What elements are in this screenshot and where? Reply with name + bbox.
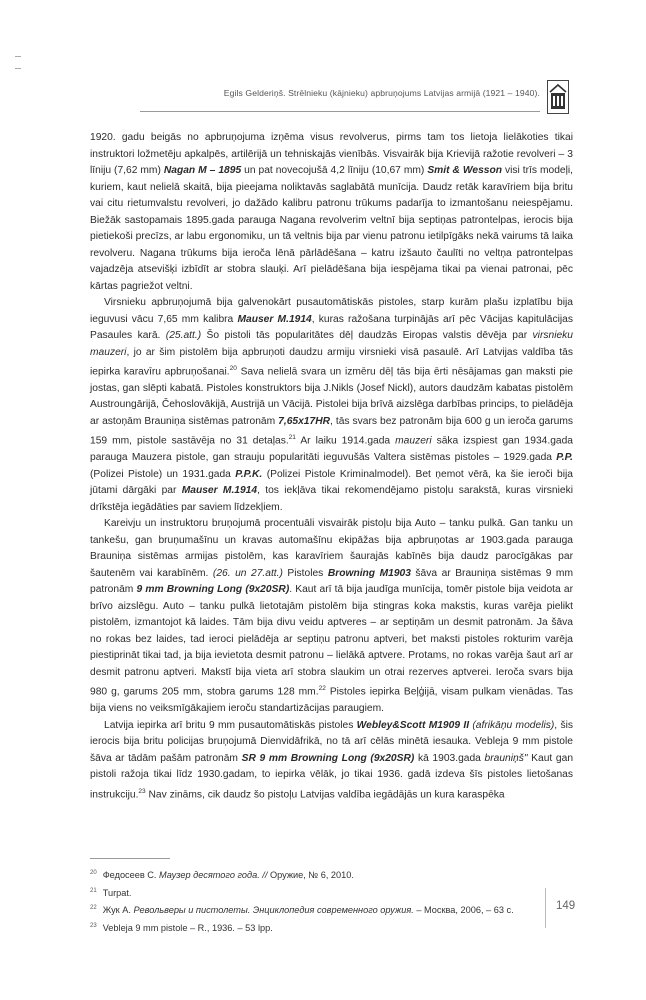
italic-text: mauzeri: [395, 435, 432, 447]
emphasized-term: (9x20SR): [370, 752, 415, 764]
emphasized-term: Smit & Wesson: [427, 165, 502, 176]
text-run: Pistoles: [282, 567, 328, 579]
emphasized-term: 9 mm Browning Long: [136, 584, 243, 596]
footnote-source: Оружие, № 6, 2010.: [269, 870, 354, 881]
footnote: [90, 919, 570, 937]
text-run: Virsnieku apbruņojumā bija galvenokārt pusautomātiskās pistoles, starp kurām plašu izplatību bija ieguvusi vācu 7,65 mm kalibra: [90, 297, 573, 325]
main-text: [90, 130, 573, 804]
text-run: 1920. gadu beigās no apbruņojuma izņēma visus revolverus, pirms tam tos lietoja lielākoties tikai instruktori ložmetēju apkalpēs, artilērijā un tehniskajās vienībās. Visvairāk bija Krievijā ražotie revolveri – 3 līniju (7,62 mm): [90, 132, 573, 176]
emphasized-term: (9x20SR): [245, 584, 290, 596]
paragraph: [90, 516, 573, 717]
text-run: kā 1903.gada: [414, 752, 485, 764]
italic-text: (25.att.): [165, 330, 202, 341]
emphasized-term: Nagan M – 1895: [163, 165, 242, 176]
text-run: un pat novecojušā 4,2 līniju (10,67 mm): [241, 165, 428, 176]
emphasized-term: Browning M1903: [327, 567, 411, 579]
footnotes: [90, 866, 570, 936]
text-run: sāka izspiest gan 1934.gada parauga Mauzera pistole, gan strauju popularitāti ieguvušās Valtera sistēmas pistoles – 1929.gada: [90, 435, 574, 464]
text-run: (Polizei Pistole) un 1931.gada: [90, 468, 236, 480]
header-rule: [140, 111, 540, 112]
italic-text: (26. un 27.att.): [212, 567, 283, 579]
text-run: Sava nelielā svara un izmēru dēļ tās bija ērti nēsājamas gan maksti pie jostas, gan slēpti kabatā. Pistoles konstruktors bija J.Nikls (Josef Nickl), autors daudzām kabatas pistolēm Austroungārijā, Čehoslovākijā, Austrijā un Vācijā. Pistolei bija brīvā aizslēga darbības princips, to pielādēja ar astoņām Brauniņa sistēmas patronām: [90, 366, 573, 427]
italic-text: (afrikāņu modelis): [472, 719, 555, 731]
emphasized-term: Mauser M.1914: [237, 313, 312, 325]
emphasized-term: Webley&Scott M1909 II: [356, 719, 470, 731]
footnote-text: Turpat.: [102, 887, 132, 898]
emphasized-term: 7,65x17HR: [278, 415, 331, 427]
footnote-ref: 21: [288, 434, 296, 442]
book-logo-icon: [547, 80, 569, 114]
running-header: Egils Gelderiņš. Strēlnieku (kājnieku) apbruņojums Latvijas armijā (1921 – 1940).: [223, 88, 540, 98]
footnote-number: 21: [90, 887, 97, 894]
page-number: 149: [556, 900, 576, 912]
text-run: , šis ierocis bija britu policijas bruņojumā Dienvidāfrikā, no tā arī cēlās minētā iesauka. Vebleja 9 mm pistole šāva ar tādām pašām patronām: [90, 719, 573, 764]
text-run: Ar laiku 1914.gada: [295, 435, 396, 447]
text-run: Kareivju un instruktoru bruņojumā procentuāli visvairāk pistoļu bija Auto – tanku pulkā. Gan tanku un tankešu, gan bruņumašīnu un kravas automašīnu ekipāžas bija apbruņotas ar 1903.gada parauga Brauniņa sistēmas armijas pistolēm, kas karavīriem šaurajās kabīnēs bija daudz parocīgākas par šautenēm vai karabīnēm.: [90, 518, 573, 579]
emphasized-term: SR 9 mm Browning Long: [241, 752, 367, 764]
paragraph: [90, 718, 573, 804]
footnote: [90, 866, 570, 884]
text-run: visi trīs modeļi, kuriem, kaut nelielā skaitā, bija pieejama noliktavās saglabātā munīcija. Daudz retāk karavīriem bija britu vai citu rietumvalstu revolveri, jo dažādo kalibru patronu trūkums padarīja to izmantošanu neiespējamu. Biežāk sastopamais 1895.gada parauga Nagana revolverim veltnī bija septiņas patrontelpas, ierocis bija pietiekoši precīzs, ar labu ergonomiku, un tā veltnis bija par vienu patronu ietilpīgāks nekā vairums tā laika revolveru. Nagana trūkums bija ieroča lēnā pārlādēšana – katru izšauto čaulīti no veltņa patrontelpas vajadzēja atsevišķi izbīdīt ar stobra slauķi. Arī pielādēšana bija iespējama tikai pa vienai patronai, pēc kārtas pagriežot veltni.: [90, 165, 573, 292]
footnote-text: Vebleja 9 mm pistole – R., 1936. – 53 lpp.: [102, 922, 273, 933]
text-run: Šo pistoli tās popularitātes dēļ daudzās Eiropas valstis dēvēja par: [201, 330, 533, 341]
footnote-rule: [90, 858, 170, 859]
footnote-text: Жук А.: [102, 905, 134, 916]
paragraph: [90, 295, 573, 516]
footnote-text: Федосеев С.: [102, 870, 160, 881]
crop-mark: [15, 56, 21, 57]
footnote-number: 22: [90, 905, 97, 912]
footnote: [90, 901, 570, 919]
emphasized-term: P.P.: [556, 452, 573, 464]
text-run: šāva ar Brauniņa sistēmas 9 mm patronām: [90, 567, 573, 596]
italic-text: virsnieku mauzeri: [90, 330, 573, 358]
text-run: . Kaut arī tā bija jaudīga munīcija, tomēr pistole bija veidota ar brīvo aizslēgu. Auto – tanku pulkā lietotajām pistolēm bija stingras koka makstis, kuras varēja pielikt pistolēm, izmantojot kā laides. Tām bija divu veidu aptveres – ar septiņām un desmit patronām. Ja šāva no rokas bez laides, tad ieroci pielādēja ar septiņu patronu aptveri, bet maksti pistoles rokturim varēja piestiprināt tikai tad, ja bija ievietota desmit patronu – lielākā aptvere. Protams, no rokas varēja šaut arī ar desmit patronu aptveri. Makstī bija vieta arī stobra slaukim un otrai rezerves aptverei. Ieroča svars bija 980 g, garums 205 mm, stobra garums 128 mm.: [90, 584, 573, 698]
footnote-number: 23: [90, 922, 97, 929]
crop-mark: [15, 68, 21, 69]
text-run: (Polizei Pistole Kriminalmodel). Bet ņemot vērā, ka šie ieroči bija jūtami dārgāki par: [90, 468, 574, 497]
footnote-title: Револьверы и пистолеты. Энциклопедия современного оружия.: [133, 905, 414, 916]
text-run: , jo ar šim pistolēm bija apbruņoti daudzu armiju virsnieki visā pasaulē. Arī Latvijas valdība tās iepirka karavīru apbruņošanai.: [90, 346, 573, 378]
footnote-number: 20: [90, 870, 97, 876]
emphasized-term: P.P.K.: [235, 468, 263, 480]
text-run: , kuras ražošana turpinājās arī pēc Vācijas kapitulācijas Pasaules karā.: [90, 313, 574, 341]
text-run: Pistoles iepirka Beļģijā, visam pulkam vienādas. Tas bija viens no veiksmīgākajiem ieroču standartizācijas paraugiem.: [90, 686, 573, 715]
text-run: Nav zināms, cik daudz šo pistoļu Latvijas valdība iegādājās un kura karaspēka: [145, 789, 505, 801]
footnote-ref: 23: [138, 787, 146, 795]
page-number-rule: [545, 888, 546, 928]
footnote-ref: 22: [318, 685, 326, 693]
paragraph: [90, 130, 573, 295]
italic-text: brauniņš": [484, 752, 528, 764]
footnote: [90, 884, 570, 902]
text-run: , tos iekļāva tikai rekomendējamo pistoļu sarakstā, kuras virsnieki drīkstēja iegādāties par saviem līdzekļiem.: [90, 485, 573, 513]
footnote-title: Маузер десятого года. //: [159, 870, 270, 881]
text-run: Kaut gan pistoli ražoja tikai līdz 1930.gadam, to iepirka vēlāk, jo tikai 1936. gadā izdeva šīs pistoles lietošanas instrukciju.: [90, 752, 574, 801]
footnote-source: – Москва, 2006, – 63 с.: [413, 905, 514, 916]
footnote-ref: 20: [229, 365, 237, 372]
emphasized-term: Mauser M.1914: [181, 485, 258, 497]
text-run: Latvija iepirka arī britu 9 mm pusautomātiskās pistoles: [104, 719, 357, 731]
text-run: , tās svars bez patronām bija 600 g un ieroča garums 159 mm, pistole sastāvēja no 31 detaļas.: [90, 415, 573, 447]
